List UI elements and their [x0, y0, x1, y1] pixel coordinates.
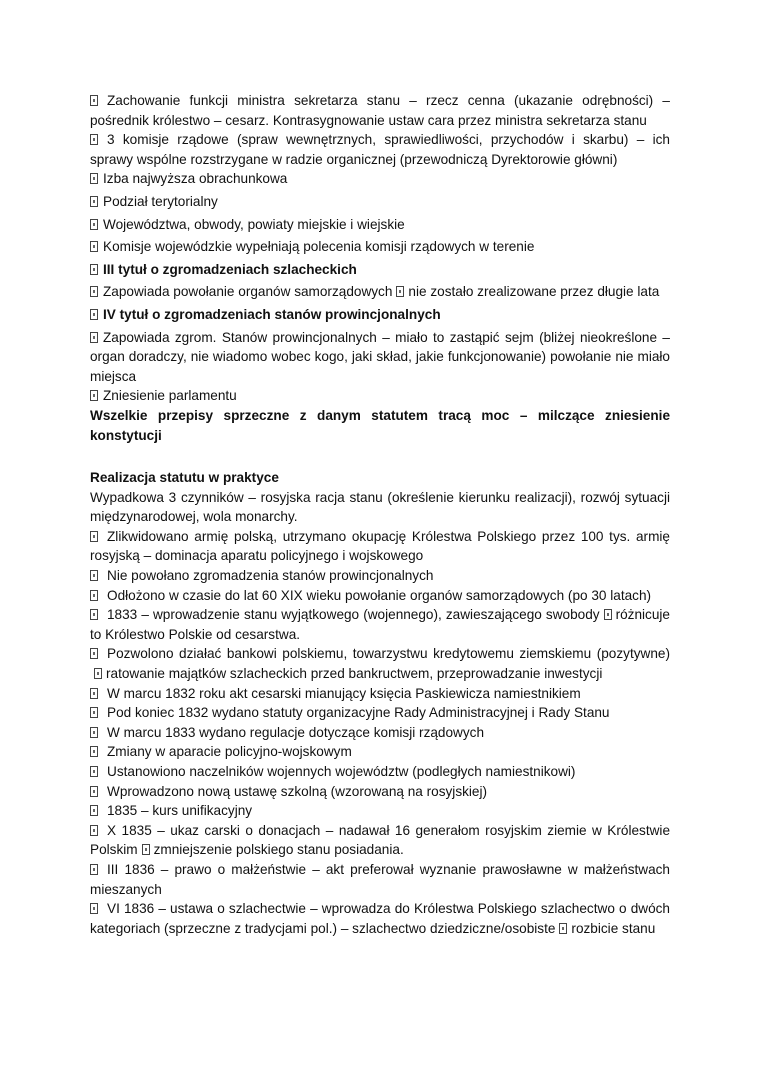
list-item: VI 1836 – ustawa o szlachectwie – wprowadza do Królestwa Polskiego szlachectwo o dwóch kategoriach (sprzeczne z tradycjami pol.) – szlachectwo dziedziczne/osobiste rozbicie stanu — [90, 901, 670, 936]
bullet-icon — [90, 196, 98, 207]
paragraph: Zapowiada zgrom. Stanów prowincjonalnych – miało to zastąpić sejm (bliżej nieokreślone – organ doradczy, nie wiadomo wobec kogo, jaki skład, jakie funkcjonowanie) powołanie nie miało miejsca — [90, 329, 670, 384]
list-item: III 1836 – prawo o małżeństwie – akt preferował wyznanie prawosławne w małżeństwach mieszanych — [90, 861, 670, 897]
bullet-icon — [90, 590, 98, 601]
intro-paragraph: Wypadkowa 3 czynników – rosyjska racja stanu (określenie kierunku realizacji), rozwój sytuacji międzynarodowej, wola monarchy. — [90, 489, 670, 525]
paragraph: Województwa, obwody, powiaty miejskie i wiejskie — [90, 215, 670, 235]
paragraph: Zapowiada powołanie organów samorządowych nie zostało zrealizowane przez długie lata — [90, 282, 670, 302]
paragraph: Komisje wojewódzkie wypełniają polecenia komisji rządowych w terenie — [90, 237, 670, 257]
paragraph: Zniesienie parlamentu — [90, 386, 670, 406]
arrow-icon — [94, 668, 102, 679]
bullet-icon — [90, 95, 98, 106]
list-item: Pozwolono działać bankowi polskiemu, towarzystwu kredytowemu ziemskiemu (pozytywne)ratowanie majątków szlacheckich przed bankructwem, przeprowadzanie inwestycji — [90, 644, 670, 683]
section-heading: IV tytuł o zgromadzeniach stanów prowincjonalnych — [90, 305, 670, 325]
bullet-icon — [90, 241, 98, 252]
bullet-icon — [90, 264, 98, 275]
list-item: Zmiany w aparacie policyjno-wojskowym — [90, 742, 670, 762]
bullet-icon — [90, 688, 98, 699]
bullet-icon — [90, 609, 98, 620]
list-item: Odłożono w czasie do lat 60 XIX wieku powołanie organów samorządowych (po 30 latach) — [90, 586, 670, 606]
list-item: Zlikwidowano armię polską, utrzymano okupację Królestwa Polskiego przez 100 tys. armię rosyjską – dominacja aparatu policyjnego i wojskowego — [90, 528, 670, 564]
spacer — [90, 448, 670, 468]
bullet-icon — [90, 746, 98, 757]
paragraph: Izba najwyższa obrachunkowa — [90, 169, 670, 189]
arrow-icon — [396, 286, 404, 297]
section-title: Realizacja statutu w praktyce — [90, 470, 279, 486]
bullet-icon — [90, 648, 98, 659]
list-item: Wprowadzono nową ustawę szkolną (wzorowaną na rosyjskiej) — [90, 782, 670, 802]
arrow-icon — [604, 609, 612, 620]
bullet-icon — [90, 286, 98, 297]
paragraph: 3 komisje rządowe (spraw wewnętrznych, sprawiedliwości, przychodów i skarbu) – ich sprawy wspólne rozstrzygane w radzie organicznej (przewodniczą Dyrektorowie główni) — [90, 132, 670, 167]
arrow-icon — [142, 844, 150, 855]
bullet-icon — [90, 134, 98, 145]
bold-statement: Wszelkie przepisy sprzeczne z danym statutem tracą moc – milczące zniesienie konstytucji — [90, 407, 670, 443]
list-item: W marcu 1833 wydano regulacje dotyczące komisji rządowych — [90, 723, 670, 743]
document-body — [90, 91, 670, 938]
list-item: 1833 – wprowadzenie stanu wyjątkowego (wojennego), zawieszającego swobody różnicuje to Królestwo Polskie od cesarstwa. — [90, 607, 670, 642]
arrow-icon — [559, 923, 567, 934]
bullet-icon — [90, 903, 98, 914]
bullet-icon — [90, 219, 98, 230]
bullet-icon — [90, 727, 98, 738]
bullet-icon — [90, 825, 98, 836]
bullet-icon — [90, 786, 98, 797]
bullet-icon — [90, 570, 98, 581]
bullet-icon — [90, 332, 98, 343]
list-item: Nie powołano zgromadzenia stanów prowincjonalnych — [90, 566, 670, 586]
list-item: Ustanowiono naczelników wojennych województw (podległych namiestnikowi) — [90, 762, 670, 782]
list-item: Pod koniec 1832 wydano statuty organizacyjne Rady Administracyjnej i Rady Stanu — [90, 703, 670, 723]
paragraph: Podział terytorialny — [90, 192, 670, 212]
bullet-icon — [90, 309, 98, 320]
list-item: W marcu 1832 roku akt cesarski mianujący księcia Paskiewicza namiestnikiem — [90, 684, 670, 704]
bullet-icon — [90, 173, 98, 184]
bullet-icon — [90, 390, 98, 401]
bullet-icon — [90, 531, 98, 542]
section-heading: III tytuł o zgromadzeniach szlacheckich — [90, 260, 670, 280]
list-item: X 1835 – ukaz carski o donacjach – nadawał 16 generałom rosyjskim ziemie w Królestwie Polskim zmniejszenie polskiego stanu posiadania. — [90, 822, 670, 858]
bullet-icon — [90, 805, 98, 816]
bullet-icon — [90, 864, 98, 875]
bullet-icon — [90, 766, 98, 777]
bullet-icon — [90, 707, 98, 718]
paragraph: Zachowanie funkcji ministra sekretarza stanu – rzecz cenna (ukazanie odrębności) – pośrednik królestwo – cesarz. Kontrasygnowanie ustaw cara przez ministra sekretarza stanu — [90, 93, 670, 128]
list-item: 1835 – kurs unifikacyjny — [90, 801, 670, 821]
